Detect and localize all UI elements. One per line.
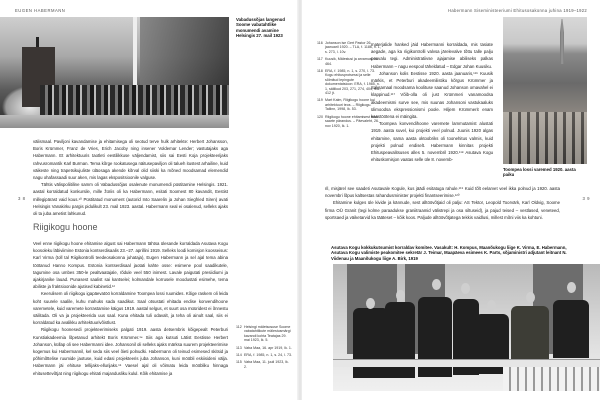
page-number: 3 8	[18, 196, 26, 201]
paragraph: Tähtis välispoliitiline samm oli Vabadussõjas osalenute monumendi püstitamine Helsingis. 1921. aastal korraldatud konkursile, mille žüriis oli ka Habermann, esitati Soomest 80 kavandit, Eestist millegipärast vaid kous.¹⁰ Püstitatud monument (autorid Into Saarelin ja Johan Siegfried Siren) avati Helsingis Vanakirku pargis pidulikult 23. mail 1923. aastal. Habermann seal ei osalenud, selleks ajaks oli ta juba ametist lahkunud.	[33, 182, 228, 217]
person	[353, 308, 389, 378]
person	[511, 306, 549, 366]
footnote: 113 Vaba Maa, 16. apr 1919, lk. 1.	[236, 345, 292, 350]
body-text-right-top	[371, 41, 493, 163]
paragraph: Keerulisem oli riigikogu igapäevatöö korraldamine Toompea lossi ruumides. Kõige raskem oli leida koht suurele saalile, kuhu mahuks sada saadikut. Saal otsustati ehitada endise konvendihoone varemetele, kuid varemete korrastamise käigus 1919. aastal selgus, et suurt osa müüridest ei õnnestu säilitada. Oli va ja projekteerida uus saal. Kuna ehitada tuli odavalt, ja teha oli ainult saal, siis ei korraldatud ka avalikku arhitektuurivõistlust.	[33, 291, 228, 326]
footnote: 120 Riigikogu hoone ehitamisest tehti saarte pärandus. – Päevaleht, 26. nov 1920, lk. 1.	[317, 114, 379, 128]
paragraph: Ehitamine kulges üle kivide ja kännude, sest alltöövõtjaid oli palju: AS Tektor, Leopold Toorvärk, Karl Oldvig, Soome firma OÜ Granit (tegi kolme paraadukse graniitraamid välistrepi ja osa siltuseid), ja pajud teised – vestlased, veneteed, sportsaed ja väiketarvid ka tääteset – kõik koos. Paljude alltöövõtjatega tekkis vaidlusi, millest mõni viis ka kohtuni.	[325, 200, 560, 220]
body-text-intro	[33, 138, 228, 217]
running-head: Habermann Siseministeeriumi Ehitusosakonna juhina 1919–1922	[448, 8, 587, 13]
cross-icon	[36, 37, 39, 47]
section-heading: Riigikogu hoone	[33, 222, 98, 232]
paragraph: ril, misjärel see saadeti Asutavale Kogule, kus jäädi esitatuga rahule.¹¹⁹ Kuid tõlt eelarvet veel ikka polnud ja 1920. aasta novembri lõpus kaltsestas rahandusminister projekti finantseerimise.¹²⁰	[325, 186, 560, 199]
photo-monument-unveiling	[0, 17, 229, 128]
left-page	[0, 0, 298, 400]
photo-toompea-ruins	[503, 17, 587, 164]
page-number: 3 9	[582, 196, 590, 201]
footnote: 112 Helsingi mäletsosuse Soome vabatahtlikute mälestusmärgi kavandi kohta Teatajas 29. mai 1923, lk. 5.	[236, 325, 291, 343]
photo-caption: Vabadussõjas langenud Soome vabatahtlike monumendi avamine Helsingis 27. mail 1923	[236, 17, 285, 38]
body-text-section	[33, 240, 228, 377]
photo-caption: Asutava Kogu kokkukutsumist korraldav komitee. Vasakult: H. Kompus, Maanõukogu liige K. Virma, E. Habermann, Asutava Kogu valimiste peakomitee sekretär J. Teimar, Maapäeva esimees K. Parts, sõjaministri adjutant leitnant N. Viidenau ja Maanõukogu liige A. Birk, 1919	[331, 245, 567, 261]
footnote: 117 Kuusik, Mälestusi ja arvamusi, lk. 464.	[317, 57, 378, 66]
footnote: 116 Johanson ise Gert Pastor 26. jaanuaril 1920. – TLA, f. 1186, n. 1, s. 273, l. 10v.	[317, 41, 381, 54]
running-head: EUGEN HABERMANN	[15, 8, 66, 13]
photo-caption: Toompea lossi varemed 1920. aasta paiku	[503, 167, 576, 178]
church-tower-shape	[557, 19, 567, 64]
paragraph: Riigikogu hoonesedi projekteerimiseks palgati 1919. aasta detsembris kõigepealt Peterburi Kunstiakadeemia lõpetanud arhitekt Boris Krümmer.¹⁴ Siis aga kutsuti Lätist Eestisse Herbert Johanson, küllap oli see Habermanni idee. Johansonil oli selleks ajaks märksa suurem projekteerimise kogemus kui Habermannil, kel seda siis veel õieti polnudki. Habermann oli teinud esimesed skitsid ja põhimõttelise ruumide jaotuse, kuid edasi projekteeris juba Johanson, kuni mööbli eskiisideni välja. Habermann jäi ehituse tellijaks-ellurijaks.¹⁵ Vaesel ajal oli võimatu leida mööbliku hinnaga ehitusettevõtjat ning riigikogu ehitati majandusliku kulul. Kõik ehitamise ja	[33, 327, 228, 376]
paragraph: materjalide hanked jäid Habermanni korraldada, mis tasiate aegade, aga ka riigikontrolli valvsa järelevalve tõttu talle palju peavalu tegi. Administratiivse ajajamise abiliseks palkas Habermann – nagu eespool täheldatud – Edgar Johan Kuusiku.	[371, 42, 493, 69]
footnote: 114 ERA, f. 1985, n. 1, s. 24, l. 73.	[236, 353, 292, 358]
paragraph: Johanson kolis Eestisse 1920. aasta jaanuaris,¹¹⁶ Kuusik märkis, et Peterburi akadeemilistiku kõrgus Krümmer ja Saksamaal moodsama koolituse saanud Johanson omavahel ei klappinud.¹¹⁷ Võib-olla oli just Krümmeri vanamoodsa akadeemismi surve see, mis suunas Johansoni vastukaaluks ülimoodsa ekspressionismi poole. Hiljem Krümmerit enam kaastöötena ei mäingita.	[371, 70, 493, 120]
footnote: 118 ERA, f. 1985, n. 1, s. 270, l. 73. Kogu ehitusprotsessi ja selle sõlmitud lepingute dokumentatsioon: ERA, f. 1985, n. 1, säilikud 203, 271, 274, 404, 411, 412 jt.	[317, 69, 381, 96]
person	[553, 300, 589, 358]
paragraph: Toompea konvendihoone varemete lammutamist alustati 1919. aasta suvel, kui projekti veel polnud. Juunis 1920 algas ehitamine, sama aasta oktoobriks oli toonehitus valmis, kuid projekti polnud endiselt. Habermann kinnitas projekti Ehituspeavalitsuses alles 5. novembril 1920.¹¹⁸ Asutava Kogu ehituskomisjon vaatas selle üle 8. novemb-	[371, 121, 493, 163]
body-text-right-bottom	[325, 185, 560, 221]
footnotes	[236, 325, 292, 372]
photo-committee-group	[333, 264, 600, 391]
footnote: 119 Mart Kalm, Riigikogu hoone kui arhitektuuri teos. – Riigikogu. Tallinn, 1998, lk. 53.	[317, 98, 375, 112]
footnote: 115 Vaba Maa, 11. juuli 1923, lk. 2.	[236, 360, 289, 369]
paragraph: Veel enne riigikogu hoone ehitamise algust sai Habermann tähtsa ülesande korraldada Asutava Kogu koosoleku läbiviimine Estonia kontserdisaalis 23.–27. aprillini 1919. Selleks loodi komisjon koosseisus: Karl Virma (toll tal Riigikontrolli teedeosakonna juhataja), Eugen Habermann ja sel ajal tema abina töötanud Hanno Kompus. Estonia kontserdisaal jaotati kahte osse: esimene pool saadikutele, tagumine osa umbes 350-le pealtvaatajale, rõdule veel 550 inimest. Lavale paigutati presiidiumi ja ajakirjanike lauad. Punasest saalist sai kantselei; kolmandale korrusele moodustati esimehe, tema abiliste ja fraktsioonide ajutised kabinetid.¹²	[33, 241, 228, 290]
paragraph: välismaal. Paviljoni kavandamise ja ehitamisega oli seotud terve hulk arhitekte: Herbert Johansson, Boris Krümmer, Franz de Vries, Erich Jacoby ning insener Voldemar Lender; vastutajaks aga Habermann. Et arhitektuuris taotleti eestilikkuse väljendamist, siis sai Eesti Koja projekteerijaks rahvusromantik Karl Burman. Tema kõrge rookatusega näitusepaviljon oli talueh itustest arhailine, kuid väikeste ning trapetsikujuliste üläosaga akende kõrval olid siiski ka mõned moodsamad elemendid nagu ohafassaadi suur aken, mis lagas ekspositsioonile valguse.	[33, 139, 228, 181]
